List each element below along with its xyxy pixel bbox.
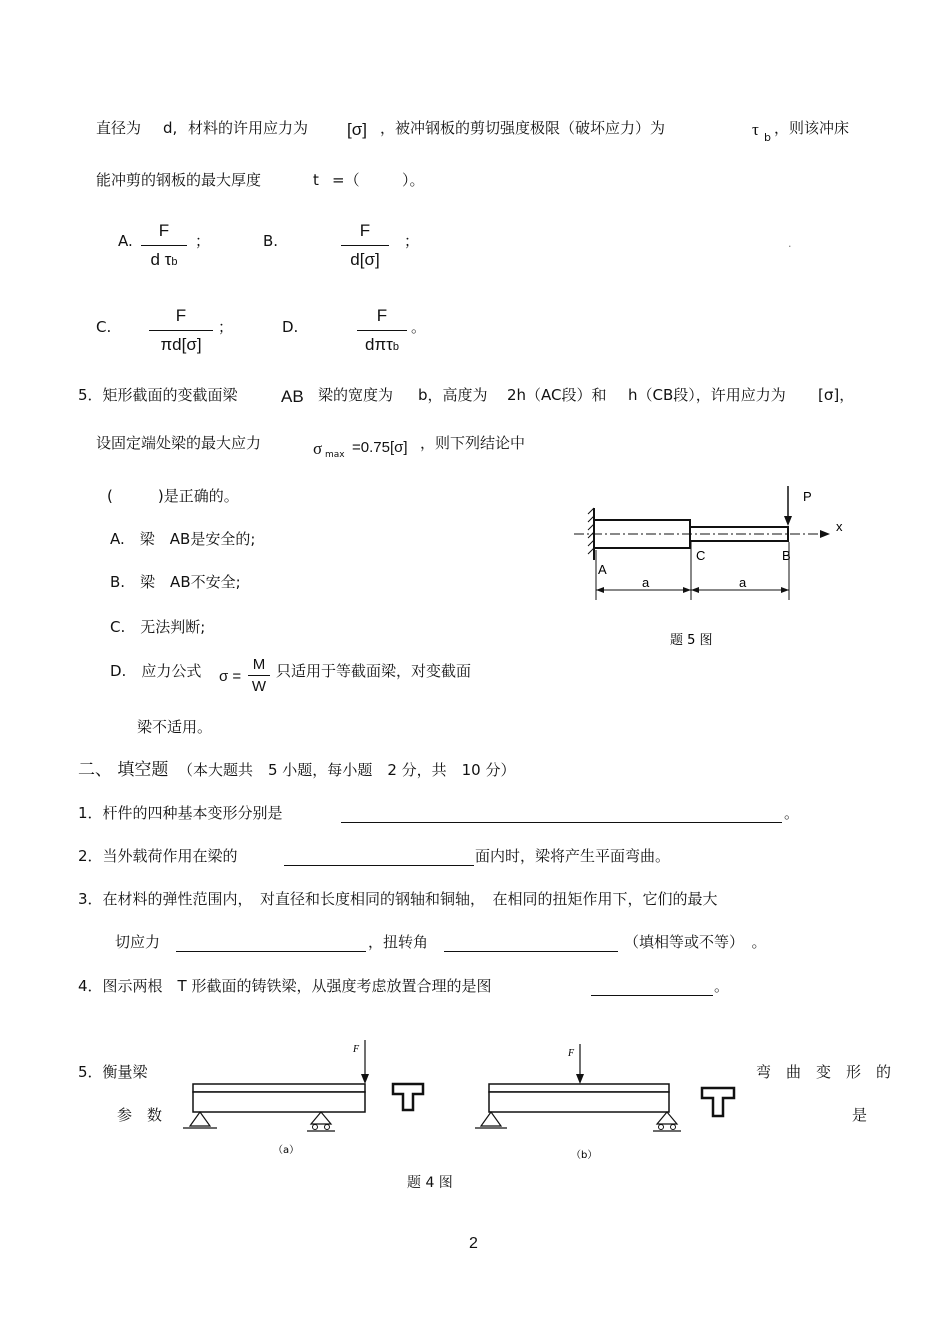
q4-option-d-period: 。: [411, 318, 427, 336]
fill-q3-b: 切应力: [115, 933, 161, 951]
q5-option-b: B. 梁 AB不安全;: [110, 573, 241, 591]
dim-arrow-4: [781, 587, 789, 593]
fill-q2-a: 2．当外载荷作用在梁的: [78, 847, 238, 865]
q5-line2-eq: =0.75[σ]: [352, 439, 408, 456]
dim-label-1: a: [642, 575, 650, 590]
q4-option-d-den-text: dπτ: [364, 335, 393, 354]
section2-title: 二、 填空题: [78, 760, 169, 780]
dim-arrow-1: [596, 587, 604, 593]
fill-q3-a: 3．在材料的弹性范围内， 对直径和长度相同的钢轴和铜轴， 在相同的扭矩作用下，它们的最大: [78, 890, 718, 908]
q4-option-d-den-sub: b: [392, 341, 400, 353]
q4-option-a-semicolon: ；: [195, 232, 211, 250]
dim-arrow-2: [683, 587, 691, 593]
q4-line1-a: 直径为: [96, 119, 142, 137]
t-section-a-icon: [393, 1084, 423, 1110]
beam-b-roller-wheel-2: [671, 1125, 676, 1130]
q5-beam-figure: [560, 480, 860, 660]
dim-arrow-3: [691, 587, 699, 593]
fill-q3-c: ，扭转角: [368, 933, 429, 951]
q4-option-c-numerator: F: [175, 306, 187, 325]
q5-option-d-fraction: [248, 656, 270, 695]
q4-option-d-numerator: F: [376, 306, 388, 325]
q5-option-d-denominator: W: [251, 678, 267, 695]
fig4-beams: [175, 1036, 765, 1166]
q4-option-c-denominator: πd[σ]: [160, 335, 202, 354]
q4-option-b-denominator: d[σ]: [350, 250, 380, 269]
q4-line1-b: 材料的许用应力为: [188, 119, 309, 137]
page-number: 2: [469, 1235, 478, 1252]
q4-line1-c: ，被冲钢板的剪切强度极限（破坏应力）为: [380, 119, 666, 137]
t-section-b-icon: [702, 1088, 734, 1116]
beam-a-top-flange: [193, 1084, 365, 1092]
fill-q5-d: 是: [852, 1106, 868, 1124]
q4-line1-sigma: [σ]: [347, 120, 367, 139]
fill-q3-blank-2[interactable]: [444, 951, 618, 952]
q4-option-c-fraction: [149, 306, 213, 355]
q4-option-d-label: D.: [282, 318, 299, 336]
point-a-label: A: [598, 562, 607, 577]
q5-line1-e: h（CB段），许用应力为: [628, 386, 786, 404]
beam-a-load-arrow: [361, 1074, 369, 1084]
q5-line2-b: ，则下列结论中: [420, 434, 526, 452]
beam-a-roller-support: [311, 1112, 331, 1124]
q4-line2-t: t: [313, 171, 319, 189]
fill-q2-blank[interactable]: [284, 865, 474, 866]
beam-b-top-flange: [489, 1084, 669, 1092]
q5-line1-f: [σ]，: [818, 386, 855, 404]
stray-dot: .: [788, 237, 792, 250]
q4-line2-b: =（: [332, 171, 360, 189]
q4-option-d-denominator: [357, 331, 407, 355]
fig5-caption: 题 5 图: [670, 633, 713, 648]
beam-a-f-label: F: [353, 1044, 360, 1055]
q4-option-a-denominator: [141, 246, 187, 270]
q5-line1-a: 5．矩形截面的变截面梁: [78, 386, 238, 404]
q4-line2-c: ）。: [402, 171, 425, 189]
q5-line2-sub: max: [325, 450, 345, 460]
q4-option-a-fraction: [141, 221, 187, 270]
fill-q1-end: 。: [784, 804, 800, 822]
q5-line2-a: 设固定端处梁的最大应力: [96, 434, 262, 452]
q4-line1-sub: b: [764, 131, 771, 144]
beam-a-pin-support: [190, 1112, 210, 1126]
fill-q5-a: 5．衡量梁: [78, 1063, 148, 1081]
q4-option-a-numerator: F: [158, 221, 170, 240]
load-p-arrow: [784, 516, 792, 526]
beam-b-label: （b）: [571, 1150, 598, 1161]
section2-subtitle: （本大题共 5 小题，每小题 2 分，共 10 分）: [178, 761, 516, 779]
q5-line1-d: 2h（AC段）和: [507, 386, 607, 404]
dimension-lines: [596, 542, 789, 600]
q5-line3: ( )是正确的。: [107, 487, 239, 505]
point-c-label: C: [696, 548, 706, 563]
beam-a-label: （a）: [273, 1145, 300, 1156]
fill-q3-d: （填相等或不等） 。: [624, 933, 767, 951]
fill-q5-b: 弯 曲 变 形 的: [756, 1063, 892, 1081]
fill-q1: 1．杆件的四种基本变形分别是: [78, 804, 283, 822]
fill-q4-blank[interactable]: [591, 995, 713, 996]
x-axis-arrow: [820, 530, 830, 538]
fill-q1-blank[interactable]: [341, 822, 782, 823]
q4-option-a-den-sub: b: [171, 256, 178, 268]
beam-b-roller-wheel-1: [659, 1125, 664, 1130]
q4-option-b-label: B.: [263, 232, 279, 250]
q5-option-c: C. 无法判断;: [110, 618, 206, 636]
q5-option-d-numerator: M: [252, 656, 266, 673]
beam-b-roller-support: [657, 1112, 677, 1124]
q5-option-d-b: 只适用于等截面梁，对变截面: [276, 662, 472, 680]
q5-option-a: A. 梁 AB是安全的;: [110, 530, 256, 548]
dim-label-2: a: [739, 575, 747, 590]
q4-line2-a: 能冲剪的钢板的最大厚度: [96, 171, 262, 189]
fill-q2-b: 面内时，梁将产生平面弯曲。: [475, 847, 671, 865]
q4-line1-d: d,: [163, 119, 178, 137]
q4-line1-tau: τ: [752, 120, 759, 139]
beam-b-f-label: F: [568, 1048, 575, 1059]
point-b-label: B: [782, 548, 791, 563]
q4-option-a-label: A.: [118, 232, 133, 250]
q4-option-c-semicolon: ；: [218, 318, 234, 336]
q5-line1-b: 梁的宽度为: [318, 386, 394, 404]
q4-option-d-fraction: [357, 306, 407, 355]
q5-option-d-a: D. 应力公式: [110, 662, 202, 680]
q5-line1-c: b，高度为: [418, 386, 488, 404]
beam-b-pin-support: [481, 1112, 501, 1126]
fig4-caption: 题 4 图: [407, 1175, 453, 1191]
load-p-label: P: [803, 489, 812, 504]
q4-option-b-semicolon: ；: [404, 232, 420, 250]
fill-q3-blank-1[interactable]: [176, 951, 366, 952]
q4-option-c-label: C.: [96, 318, 112, 336]
fill-q4-a: 4．图示两根 T 形截面的铸铁梁，从强度考虑放置合理的是图: [78, 977, 492, 995]
beam-a-roller-wheel-2: [325, 1125, 330, 1130]
q5-option-d-eq: σ =: [219, 668, 242, 685]
beam-b-load-arrow: [576, 1074, 584, 1084]
x-label: x: [836, 519, 843, 534]
beam-a-roller-wheel-1: [313, 1125, 318, 1130]
beam-a-body: [193, 1092, 365, 1112]
beam-b-body: [489, 1092, 669, 1112]
q4-option-a-den-text: d τ: [150, 250, 172, 269]
q5-line2-sigma: σ: [313, 439, 323, 458]
q4-line1-e: ，则该冲床: [774, 119, 850, 137]
q5-option-d-c: 梁不适用。: [137, 718, 213, 736]
fill-q4-end: 。: [714, 977, 730, 995]
q4-option-b-numerator: F: [359, 221, 371, 240]
q5-line1-ab: AB: [281, 387, 304, 406]
q4-option-b-fraction: [341, 221, 389, 270]
fill-q5-c: 参 数: [117, 1106, 163, 1124]
